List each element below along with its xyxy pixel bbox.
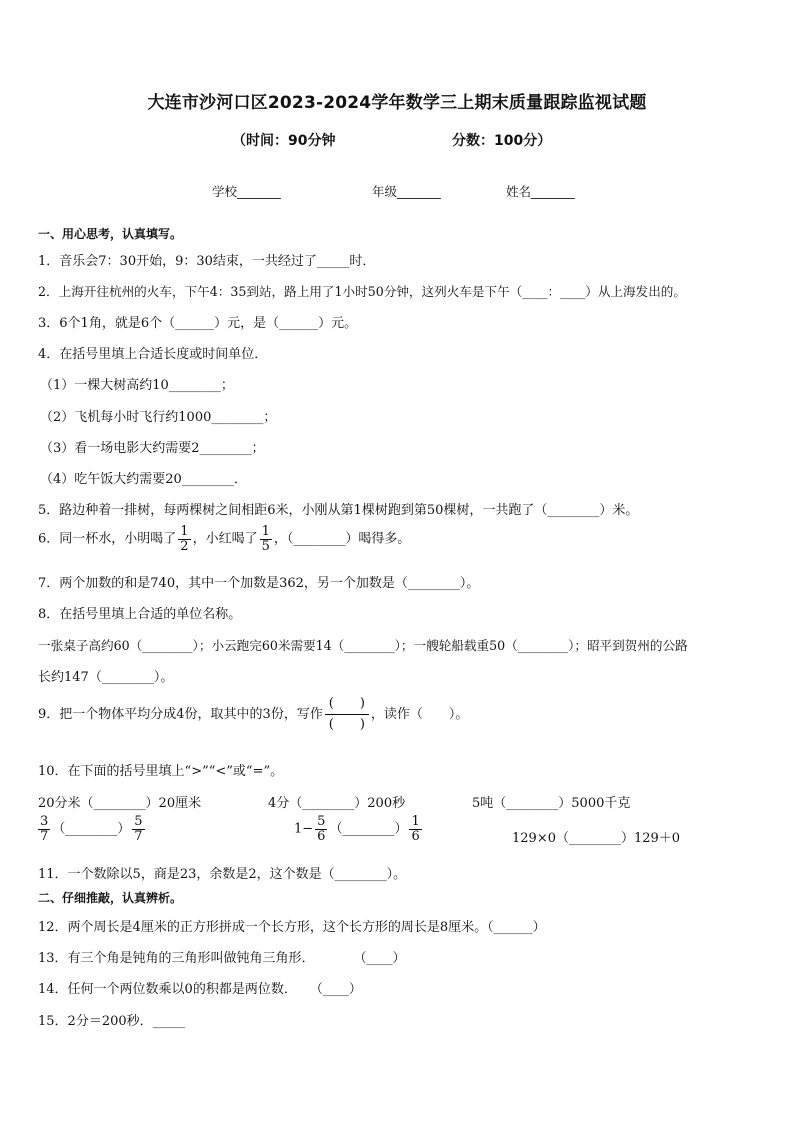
page-title: 大连市沙河口区2023-2024学年数学三上期末质量跟踪监视试题 — [147, 93, 647, 113]
question-4: 4．在括号里填上合适长度或时间单位． — [38, 347, 268, 362]
question-7: 7．两个加数的和是740，其中一个加数是362，另一个加数是（________）。 — [38, 576, 480, 591]
question-14: 14．任何一个两位数乘以0的积都是两位数． （____） — [38, 982, 362, 997]
question-9 — [38, 696, 468, 733]
question-10: 10．在下面的括号里填上“>”“<”或“=”。 — [38, 764, 284, 779]
compare-5-prefix: 1− — [294, 821, 314, 837]
question-2: 2．上海开往杭州的火车，下午4：35到站，路上用了1小时50分钟，这列火车是下午（____：____）从上海发出的。 — [38, 284, 686, 299]
fraction-five-sevenths: $\frac{5}{7}$ — [134, 814, 143, 844]
fraction-blank: ( ) ( ) — [325, 696, 369, 733]
fraction-one-sixth: $\frac{1}{6}$ — [411, 814, 420, 844]
fraction-one-half: $\frac{1}{2}$ — [180, 524, 189, 554]
fraction-three-sevenths: $\frac{3}{7}$ — [40, 814, 49, 844]
section-2-heading: 二、仔细推敲，认真辨析。 — [38, 891, 183, 905]
question-5: 5．路边种着一排树，每两棵树之间相距6米，小刚从第1棵树跑到第50棵树，一共跑了（________）米。 — [38, 503, 639, 518]
question-6-text-b: ，小红喝了 — [192, 531, 258, 547]
question-4-1: （1）一棵大树高约10________； — [40, 378, 234, 393]
compare-1: 20分米（________）20厘米 — [38, 796, 202, 811]
compare-2: 4分（________）200秒 — [268, 796, 406, 811]
compare-5 — [294, 815, 424, 843]
question-3: 3．6个1角，就是6个（______）元，是（______）元。 — [38, 316, 358, 331]
question-9-text-a: 9．把一个物体平均分成4份，取其中的3份，写作 — [38, 707, 323, 722]
question-4-4: （4）吃午饭大约需要20________． — [40, 472, 247, 487]
question-11: 11．一个数除以5，商是23，余数是2，这个数是（________）。 — [38, 867, 407, 882]
exam-time: （时间：90分钟 — [232, 133, 336, 149]
question-1: 1．音乐会7：30开始，9：30结束，一共经过了_____时． — [38, 254, 376, 269]
question-13: 13．有三个角是钝角的三角形叫做钝角三角形． （____） — [38, 951, 406, 966]
section-1-heading: 一、用心思考，认真填写。 — [38, 227, 183, 241]
fraction-five-sixths: $\frac{5}{6}$ — [317, 814, 326, 844]
question-8-line-1: 一张桌子高约60（________）；小云跑完60米需要14（________）；一艘轮船载重50（________）；昭平到贺州的公路 — [38, 638, 688, 653]
compare-4 — [36, 815, 147, 843]
question-8-line-2: 长约147（________）。 — [38, 670, 174, 685]
question-15: 15．2分＝200秒．_____ — [38, 1014, 186, 1029]
exam-score: 分数：100分） — [452, 133, 552, 149]
question-8: 8．在括号里填上合适的单位名称。 — [38, 607, 242, 622]
compare-5-blank: （________） — [329, 821, 408, 837]
compare-4-blank: （________） — [52, 821, 131, 837]
fraction-one-fifth: $\frac{1}{5}$ — [261, 524, 270, 554]
question-9-text-b: ，读作（ ）。 — [370, 707, 469, 722]
question-4-3: （3）看一场电影大约需要2________； — [40, 441, 265, 456]
question-4-2: （2）飞机每小时飞行约1000________； — [40, 410, 277, 425]
question-6-text-c: ，（________）喝得多。 — [273, 531, 411, 547]
compare-6: 129×0（________）129＋0 — [512, 831, 681, 846]
name-field: 姓名_______ — [506, 184, 575, 199]
compare-3: 5吨（________）5000千克 — [472, 796, 631, 811]
grade-field: 年级_______ — [372, 184, 441, 199]
question-12: 12．两个周长是4厘米的正方形拼成一个长方形，这个长方形的周长是8厘米。（______） — [38, 920, 546, 935]
question-6 — [38, 525, 410, 553]
question-6-text-a: 6．同一杯水，小明喝了 — [38, 531, 177, 547]
school-field: 学校_______ — [212, 184, 281, 199]
